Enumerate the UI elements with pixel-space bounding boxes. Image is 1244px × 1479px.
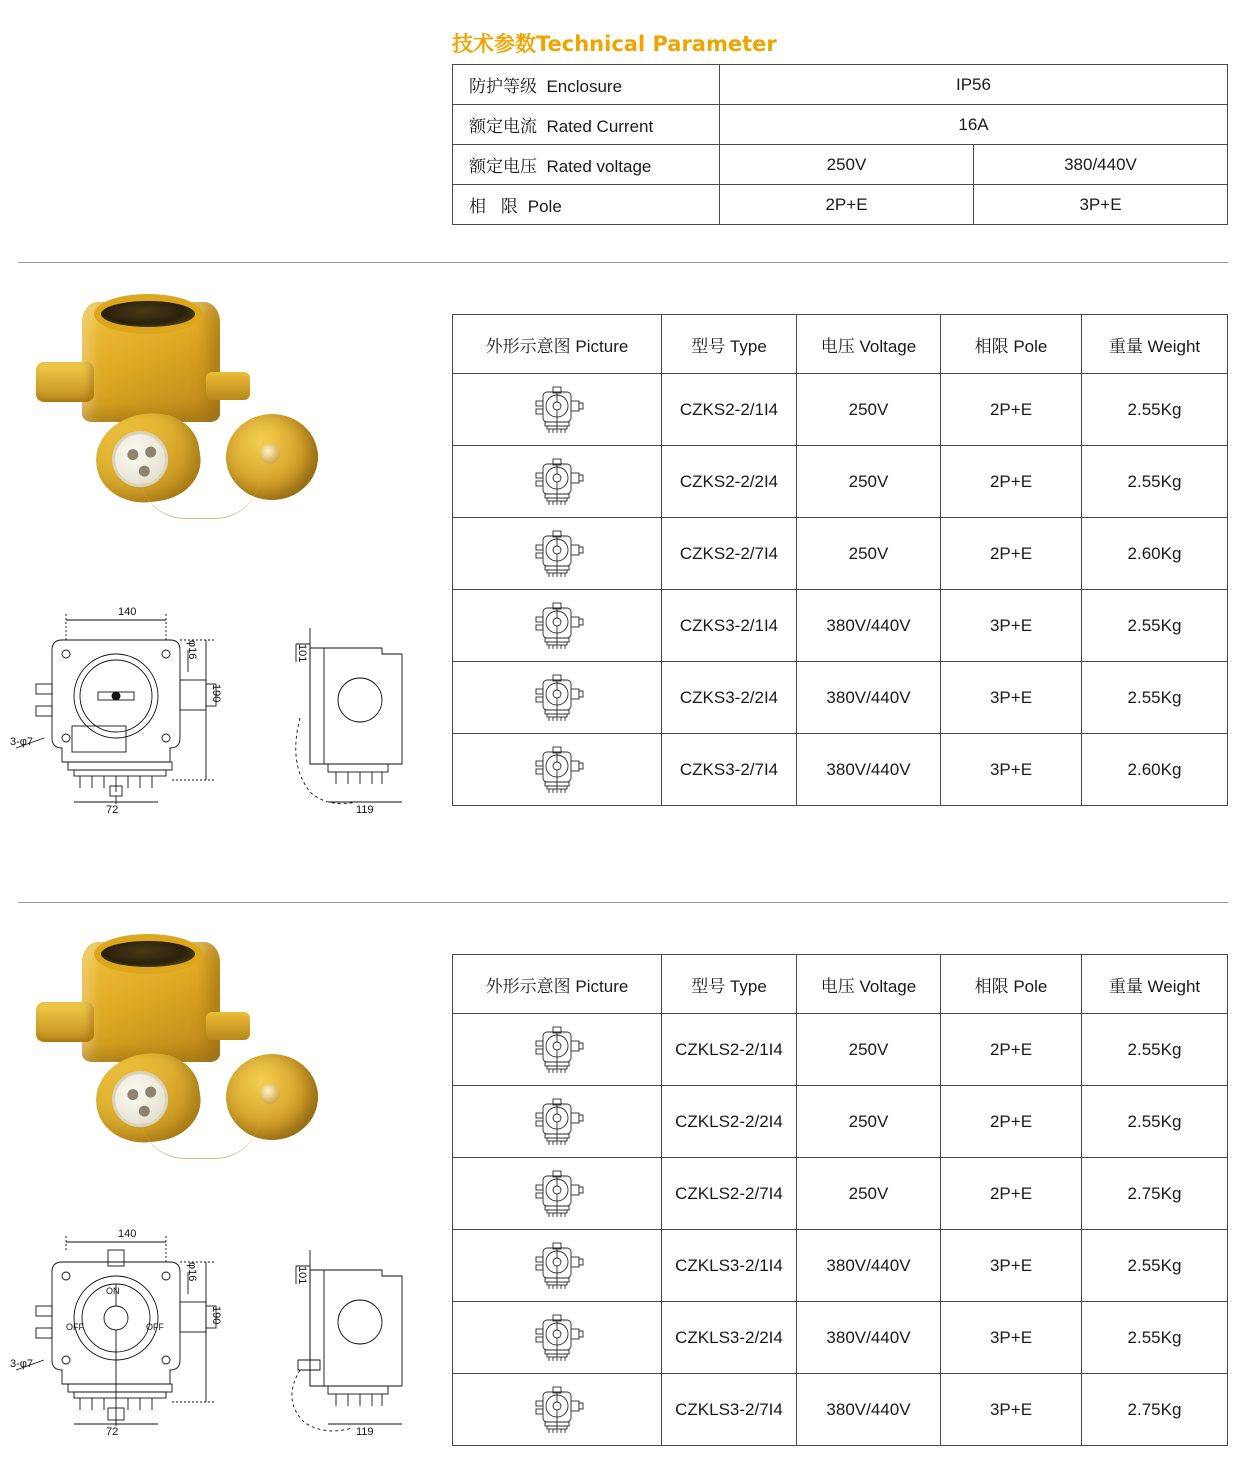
cell-voltage: 380V/440V [797, 1302, 941, 1374]
cell-weight: 2.75Kg [1082, 1374, 1228, 1446]
socket-switch-icon [527, 1096, 587, 1148]
cap-chain [140, 474, 260, 519]
product-icon-cell [453, 446, 662, 518]
dim-hole-note: 3-φ7 [10, 1358, 34, 1370]
table-row [453, 518, 1228, 590]
cell-weight: 2.55Kg [1082, 446, 1228, 518]
rated-voltage-value-a: 250V [720, 145, 974, 185]
enclosure-label: 防护等级 Enclosure [453, 65, 720, 105]
dim-shaft-note: φ16 [186, 640, 198, 660]
cell-pole: 2P+E [941, 1158, 1082, 1230]
dim-hole-note: 3-φ7 [10, 736, 34, 748]
cell-weight: 2.55Kg [1082, 590, 1228, 662]
table-row [453, 446, 1228, 518]
rated-current-value: 16A [720, 105, 1228, 145]
table-row [453, 1302, 1228, 1374]
socket-switch-icon [527, 528, 587, 580]
cell-type: CZKLS2-2/2I4 [662, 1086, 797, 1158]
header-pole: 相限 Pole [941, 315, 1082, 374]
table-header-row [453, 315, 1228, 374]
cell-weight: 2.55Kg [1082, 1230, 1228, 1302]
drawing-svg [10, 588, 420, 838]
technical-parameter-title-en: Technical Parameter [536, 32, 777, 56]
cell-type: CZKS3-2/7I4 [662, 734, 797, 806]
plug-pin [127, 448, 139, 460]
table-row [453, 662, 1228, 734]
cell-voltage: 250V [797, 374, 941, 446]
cell-type: CZKLS3-2/2I4 [662, 1302, 797, 1374]
dimension-drawing-czkls [10, 1210, 420, 1460]
dim-side-depth: 119 [356, 804, 374, 816]
cell-voltage: 380V/440V [797, 590, 941, 662]
product-table-czks [452, 314, 1228, 806]
rated-voltage-label: 额定电压 Rated voltage [453, 145, 720, 185]
product-table-czkls [452, 954, 1228, 1446]
cell-type: CZKLS2-2/1I4 [662, 1014, 797, 1086]
dim-front-width: 140 [118, 1228, 137, 1240]
socket-switch-icon [527, 600, 587, 652]
section-divider [18, 262, 1228, 263]
header-picture: 外形示意图 Picture [453, 315, 662, 374]
cell-type: CZKS2-2/2I4 [662, 446, 797, 518]
cell-voltage: 380V/440V [797, 662, 941, 734]
product-icon-cell [453, 590, 662, 662]
cell-type: CZKS3-2/1I4 [662, 590, 797, 662]
cell-type: CZKS2-2/7I4 [662, 518, 797, 590]
header-weight: 重量 Weight [1082, 955, 1228, 1014]
cell-type: CZKLS3-2/1I4 [662, 1230, 797, 1302]
cell-voltage: 250V [797, 1158, 941, 1230]
cell-pole: 3P+E [941, 1230, 1082, 1302]
socket-switch-icon [527, 744, 587, 796]
pole-label: 相 限 Pole [453, 185, 720, 225]
table-row [453, 1014, 1228, 1086]
product-icon-cell [453, 1014, 662, 1086]
socket-switch-icon [527, 1024, 587, 1076]
cell-pole: 2P+E [941, 1014, 1082, 1086]
socket-switch-icon [527, 1240, 587, 1292]
cell-voltage: 380V/440V [797, 734, 941, 806]
header-voltage: 电压 Voltage [797, 315, 941, 374]
cell-weight: 2.60Kg [1082, 518, 1228, 590]
header-picture: 外形示意图 Picture [453, 955, 662, 1014]
socket-switch-icon [527, 1384, 587, 1436]
header-type: 型号 Type [662, 955, 797, 1014]
cell-type: CZKLS2-2/7I4 [662, 1158, 797, 1230]
dim-shaft-note: φ16 [186, 1262, 198, 1282]
cable-entry-right [206, 372, 250, 400]
product-icon-cell [453, 1230, 662, 1302]
socket-switch-icon [527, 384, 587, 436]
pole-value-a: 2P+E [720, 185, 974, 225]
dimension-drawing-czks [10, 588, 420, 838]
product-icon-cell [453, 518, 662, 590]
header-weight: 重量 Weight [1082, 315, 1228, 374]
socket-switch-icon [527, 1168, 587, 1220]
cell-voltage: 380V/440V [797, 1230, 941, 1302]
cell-type: CZKS3-2/2I4 [662, 662, 797, 734]
dim-side-depth: 119 [356, 1426, 374, 1438]
cell-weight: 2.55Kg [1082, 1014, 1228, 1086]
cell-voltage: 250V [797, 1014, 941, 1086]
table-header-row [453, 955, 1228, 1014]
cell-voltage: 250V [797, 446, 941, 518]
table-row [453, 145, 1228, 185]
cell-pole: 2P+E [941, 518, 1082, 590]
cell-pole: 3P+E [941, 590, 1082, 662]
cable-entry-left [36, 362, 94, 402]
product-icon-cell [453, 1302, 662, 1374]
cell-pole: 2P+E [941, 446, 1082, 518]
housing-top-opening [94, 934, 202, 974]
cell-weight: 2.60Kg [1082, 734, 1228, 806]
cell-weight: 2.55Kg [1082, 1302, 1228, 1374]
product-photo-czkls [20, 928, 350, 1198]
plug-pin [144, 446, 156, 458]
product-icon-cell [453, 1158, 662, 1230]
cable-entry-left [36, 1002, 94, 1042]
plug-pin [127, 1088, 139, 1100]
cell-type: CZKLS3-2/7I4 [662, 1374, 797, 1446]
switch-label-on: ON [106, 1286, 120, 1296]
cell-voltage: 250V [797, 518, 941, 590]
cell-weight: 2.55Kg [1082, 662, 1228, 734]
socket-switch-icon [527, 456, 587, 508]
plug-pin [144, 1086, 156, 1098]
product-photo-czks [20, 288, 350, 558]
cell-pole: 3P+E [941, 662, 1082, 734]
enclosure-value: IP56 [720, 65, 1228, 105]
table-row [453, 1230, 1228, 1302]
header-type: 型号 Type [662, 315, 797, 374]
switch-label-off-right: OFF [146, 1322, 164, 1332]
pole-value-b: 3P+E [974, 185, 1228, 225]
cell-pole: 3P+E [941, 1374, 1082, 1446]
dim-side-height: 101 [296, 644, 308, 663]
switch-label-off-left: OFF [66, 1322, 84, 1332]
cell-pole: 3P+E [941, 734, 1082, 806]
table-row [453, 185, 1228, 225]
cell-weight: 2.55Kg [1082, 374, 1228, 446]
drawing-svg [10, 1210, 420, 1460]
technical-parameter-title-cn: 技术参数 [452, 33, 536, 56]
housing-top-opening [94, 294, 202, 334]
cell-type: CZKS2-2/1I4 [662, 374, 797, 446]
dim-base-width: 72 [106, 804, 119, 816]
cell-pole: 2P+E [941, 1086, 1082, 1158]
product-icon-cell [453, 374, 662, 446]
table-row [453, 1374, 1228, 1446]
table-row [453, 105, 1228, 145]
cable-entry-right [206, 1012, 250, 1040]
section-divider [18, 902, 1228, 903]
table-row [453, 65, 1228, 105]
socket-switch-icon [527, 1312, 587, 1364]
dim-front-height: 190 [210, 1306, 222, 1325]
table-row [453, 734, 1228, 806]
table-row [453, 1086, 1228, 1158]
cell-weight: 2.55Kg [1082, 1086, 1228, 1158]
dim-base-width: 72 [106, 1426, 119, 1438]
cell-voltage: 250V [797, 1086, 941, 1158]
cap-chain [140, 1114, 260, 1159]
header-voltage: 电压 Voltage [797, 955, 941, 1014]
technical-parameter-table [452, 64, 1228, 225]
dim-side-height: 101 [296, 1266, 308, 1285]
cell-pole: 2P+E [941, 374, 1082, 446]
product-icon-cell [453, 1086, 662, 1158]
technical-parameter-title [452, 28, 777, 58]
product-icon-cell [453, 734, 662, 806]
rated-voltage-value-b: 380/440V [974, 145, 1228, 185]
header-pole: 相限 Pole [941, 955, 1082, 1014]
cell-pole: 3P+E [941, 1302, 1082, 1374]
table-row [453, 1158, 1228, 1230]
rated-current-label: 额定电流 Rated Current [453, 105, 720, 145]
socket-switch-icon [527, 672, 587, 724]
table-row [453, 374, 1228, 446]
dim-front-height: 190 [210, 684, 222, 703]
cell-weight: 2.75Kg [1082, 1158, 1228, 1230]
dim-front-width: 140 [118, 606, 137, 618]
cell-voltage: 380V/440V [797, 1374, 941, 1446]
product-icon-cell [453, 662, 662, 734]
table-row [453, 590, 1228, 662]
product-icon-cell [453, 1374, 662, 1446]
